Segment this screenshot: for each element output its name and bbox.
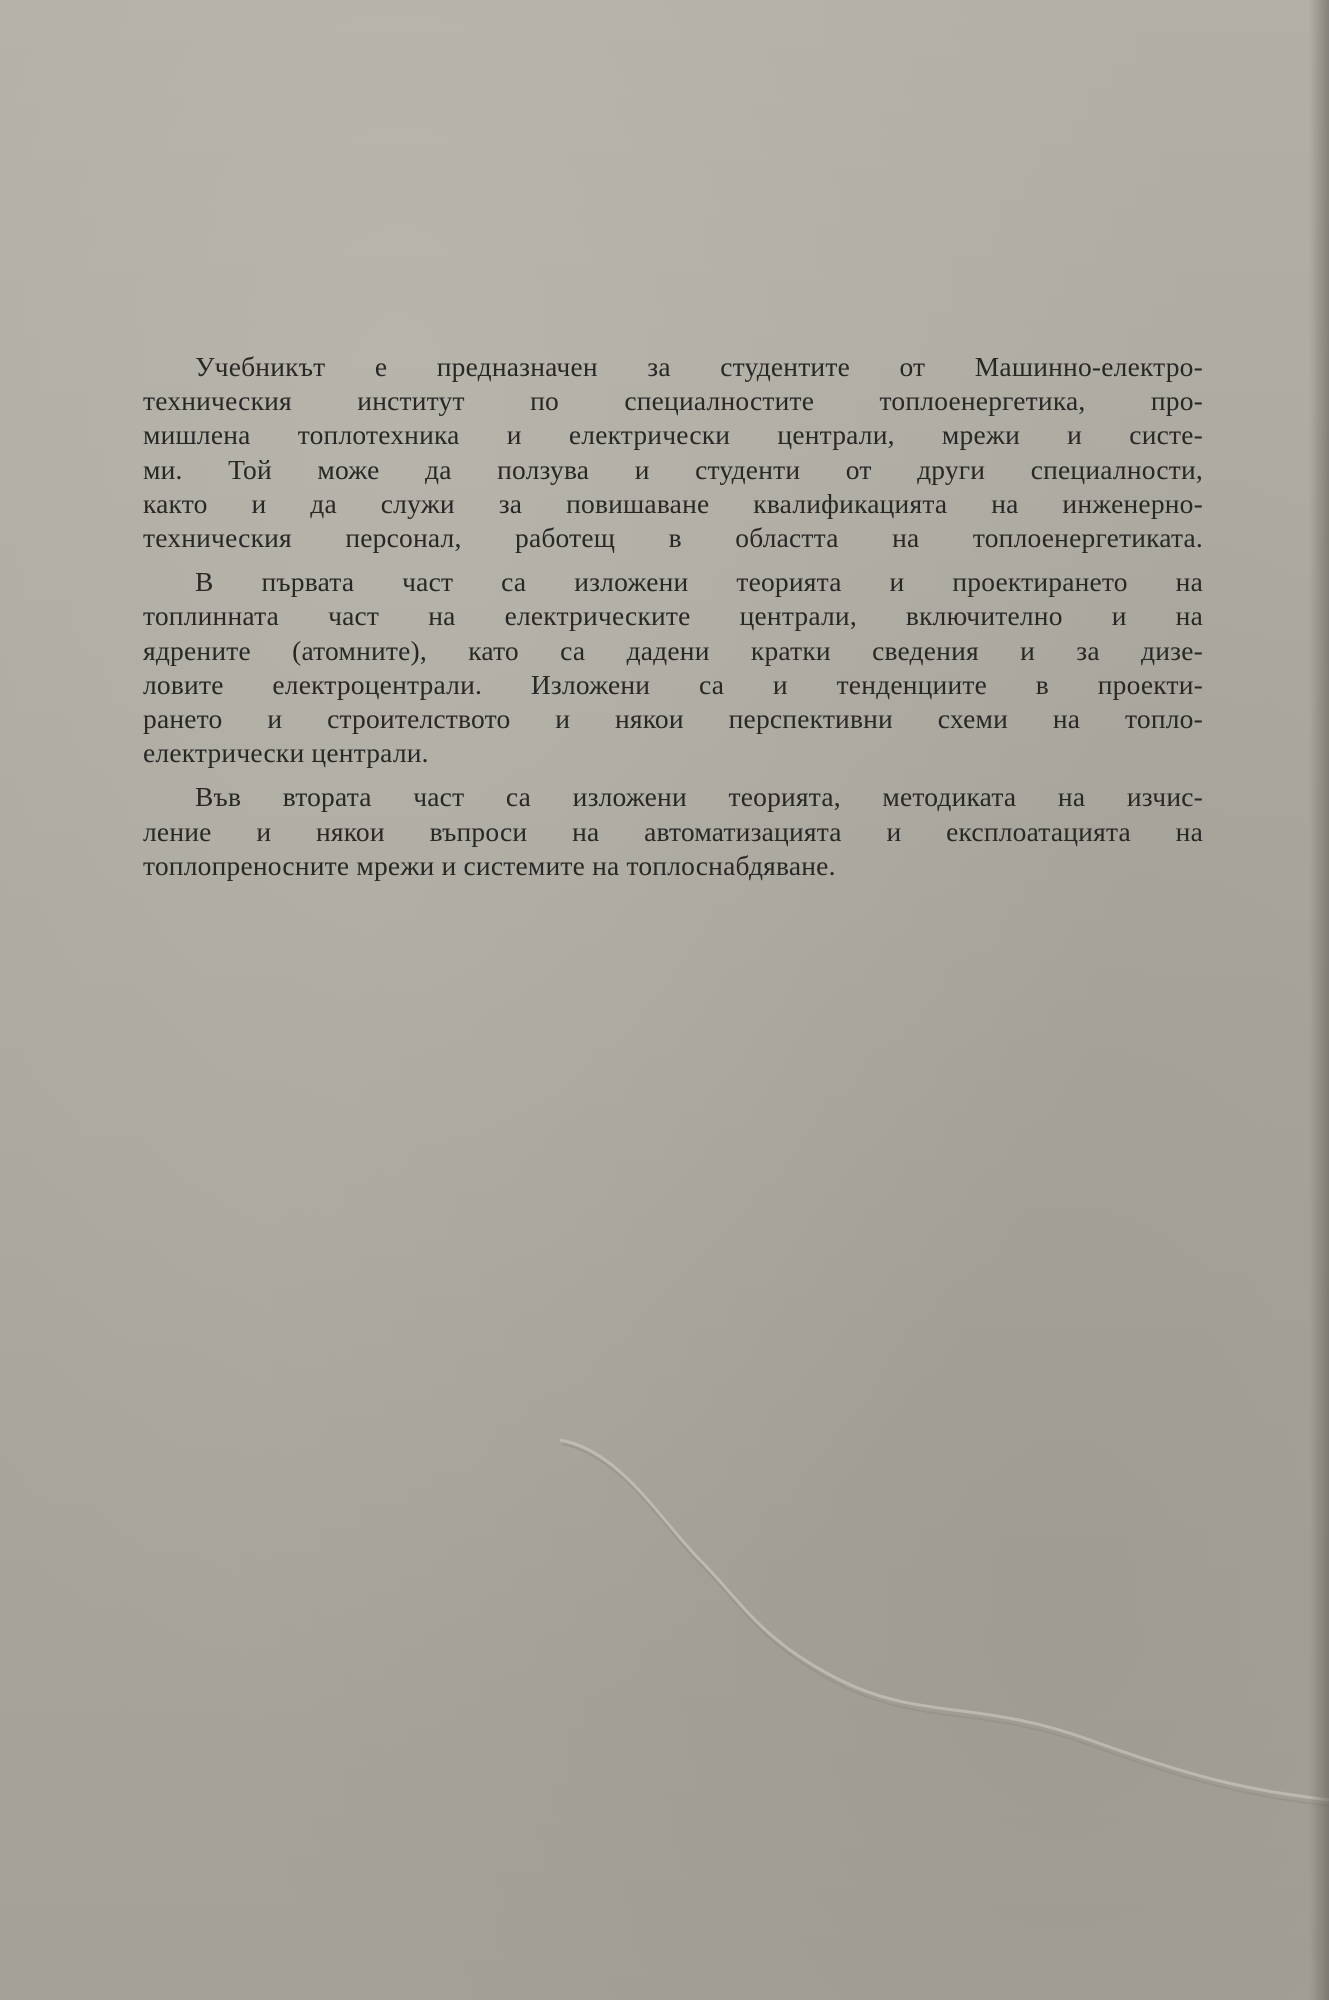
text-line: В първата част са изложени теорията и проектирането на xyxy=(195,566,1203,598)
text-line: електрически централи. xyxy=(143,737,429,769)
text-line: топлинната част на електрическите централи, включително и на xyxy=(143,600,1203,632)
text-line: ление и някои въпроси на автоматизацията и експлоатацията на xyxy=(143,815,1203,847)
text-line: ловите електроцентрали. Изложени са и тенденциите в проекти- xyxy=(143,668,1203,700)
paragraph-2 xyxy=(143,565,1203,770)
text-line: Във втората част са изложени теорията, методиката на изчис- xyxy=(195,781,1203,813)
document-body xyxy=(143,350,1203,893)
page-edge-shadow xyxy=(1309,0,1329,2000)
text-line: ми. Той може да ползува и студенти от други специалности, xyxy=(143,453,1203,485)
text-line: топлопреносните мрежи и системите на топлоснабдяване. xyxy=(143,849,836,881)
text-line: мишлена топлотехника и електрически централи, мрежи и систе- xyxy=(143,419,1203,451)
text-line: рането и строителството и някои перспективни схеми на топло- xyxy=(143,703,1203,735)
text-line: техническия персонал, работещ в областта на топлоенергетиката. xyxy=(143,522,1203,554)
text-line: както и да служи за повишаване квалификацията на инженерно- xyxy=(143,487,1203,519)
text-line: Учебникът е предназначен за студентите от Машинно-електро- xyxy=(195,351,1203,382)
paragraph-1 xyxy=(143,350,1203,555)
text-line: техническия институт по специалностите топлоенергетика, про- xyxy=(143,385,1203,417)
text-line: ядрените (атомните), като са дадени кратки сведения и за дизе- xyxy=(143,634,1203,666)
paragraph-3 xyxy=(143,780,1203,883)
